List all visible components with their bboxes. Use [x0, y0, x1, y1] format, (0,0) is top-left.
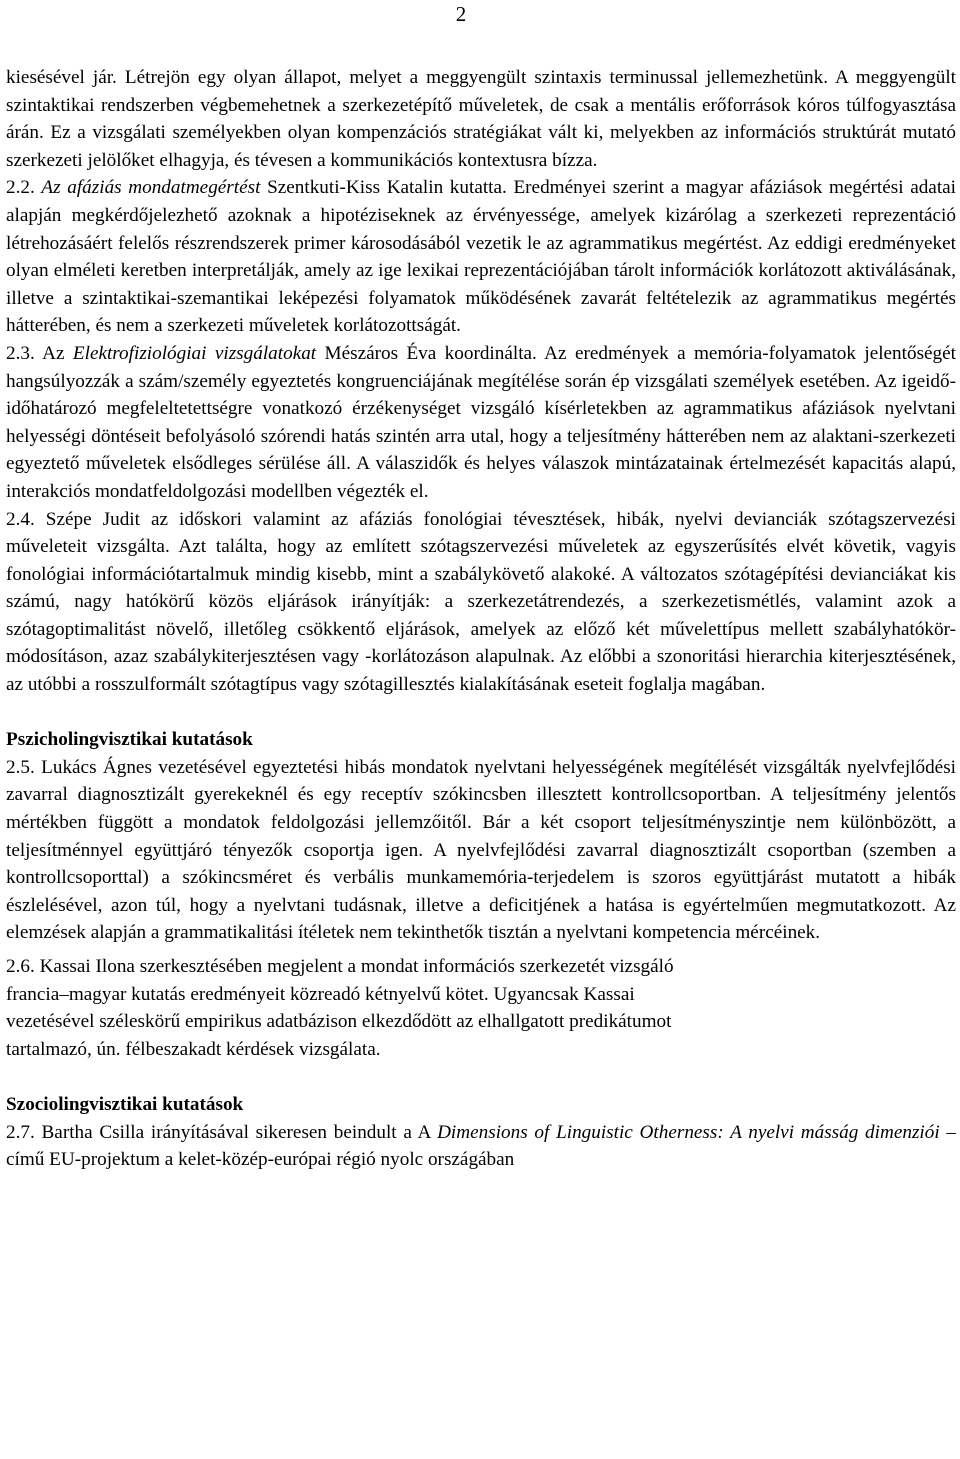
- heading-psycholinguistics: Pszicholingvisztikai kutatások: [6, 729, 253, 751]
- paragraph-body: Szentkuti-Kiss Katalin kutatta. Eredményei szerint a magyar afáziások megértési adatai alapján megkérdőjelezhető azoknak a hipotéziseknek az érvényessége, amelyek kizárólag a szerkezeti reprezentáció létrehozásáért felelős részrendszerek primer károsodásából vezetik le az agrammatikus megértést. Az eddigi eredményeket olyan elméleti keretben interpretálják, amely az ige lexikai reprezentációjában tárolt információk korlátozott aktiválásának, illetve a szintaktikai-szemantikai leképezési folyamatok működésének zavarát feltételezik az agrammatikus megértés hátterében, és nem a szerkezeti műveletek korlátozottságát.: [6, 177, 956, 337]
- document-body: [6, 64, 956, 1174]
- project-title-italic: Dimensions of Linguistic Otherness: A nyelvi másság dimenziói: [437, 1121, 940, 1143]
- paragraph-body: 2.7. Bartha Csilla irányításával sikeresen beindult a A: [6, 1121, 431, 1143]
- section-title-italic: Az afáziás mondatmegértést: [41, 177, 261, 199]
- paragraph-intro-text: kiesésével jár. Létrejön egy olyan állapot, melyet a meggyengült szintaxis terminussal jellemezhetünk. A meggyengült szintaktikai rendszerben végbemehetnek a szerkezetépítő műveletek, de csak a mentális erőforrások kóros túlfogyasztása árán. Ez a vizsgálati személyekben olyan kompenzációs stratégiákat vált ki, melyekben az információs struktúrát mutató szerkezeti jelölőket elhagyja, és tévesen a kommunikációs kontextusra bízza.: [6, 67, 956, 171]
- section-title-italic: Elektrofiziológiai vizsgálatokat: [72, 342, 317, 364]
- paragraph-line: francia–magyar kutatás eredményeit közreadó kétnyelvű kötet. Ugyancsak Kassai: [6, 983, 635, 1005]
- title-prefix: Az: [42, 342, 65, 364]
- paragraph-2-6: [6, 953, 956, 1063]
- paragraph-line: vezetésével széleskörű empirikus adatbázison elkezdődött az elhallgatott predikátumot: [6, 1011, 672, 1033]
- page-number: 2: [455, 2, 467, 26]
- paragraph-line: tartalmazó, ún. félbeszakadt kérdések vizsgálata.: [6, 1038, 381, 1060]
- section-number: 2.3.: [6, 342, 35, 364]
- paragraph-2-2: [6, 174, 956, 340]
- paragraph-body: Mészáros Éva koordinálta. Az eredmények a memória-folyamatok jelentőségét hangsúlyozzák a szám/személy egyeztetés kongruenciájának megítélése során ép vizsgálati személyek esetében. Az igeidő-időhatározó megfeleltetettségre vonatkozó érzékenységet vizsgáló kísérletekben az agrammatikus afáziások nyelvtani helyességi döntéseit befolyásoló szórendi hatás szintén arra utal, hogy a teljesítmény hátterében nem az alaktani-szerkezeti egyeztető műveletek elsődleges sérülése áll. A válaszidők és helyes válaszok mintázatainak értelmezését kapacitás alapú, interakciós mondatfeldolgozási modellben végezték el.: [6, 342, 956, 502]
- paragraph-2-4: 2.4. Szépe Judit az időskori valamint az afáziás fonológiai tévesztések, hibák, nyelvi devianciák szótagszervezési műveleteit vizsgálta. Azt találta, hogy az említett szótagszervezési műveletek az egyszerűsítés elvét követik, vagyis fonológiai információtartalmuk mindig kisebb, mint a szabálykövető alakoké. A változatos szótagépítési devianciákat kis számú, nagy hatókörű közös eljárások irányítják: a szerkezetátrendezés, a szerkezetismétlés, valamint azok a szótagoptimalitást növelő, illetőleg csökkentő eljárások, amelyek az előző két művelettípus mellett szabályhatókör-módosításon, azaz szabálykiterjesztésen vagy -korlátozáson alapulnak. Az előbbi a szonoritási hierarchia kiterjesztésének, az utóbbi a rosszulformált szótagtípus vagy szótagillesztés kialakításának eseteit foglalja magában.: [6, 508, 956, 696]
- heading-sociolinguistics: Szociolingvisztikai kutatások: [6, 1093, 244, 1115]
- paragraph-body: – című EU-projektum a kelet-közép-európai régió nyolc országában: [6, 1121, 956, 1171]
- paragraph-2-3: [6, 340, 956, 506]
- section-number: 2.2.: [6, 177, 35, 199]
- paragraph-intro: [6, 64, 956, 174]
- paragraph-line: 2.6. Kassai Ilona szerkesztésében megjelent a mondat információs szerkezetét vizsgáló: [6, 956, 674, 977]
- paragraph-2-5: 2.5. Lukács Ágnes vezetésével egyeztetési hibás mondatok nyelvtani helyességének megítélését vizsgálták nyelvfejlődési zavarral diagnosztizált gyerekeknél és egy receptív szókincsben illesztett kontrollcsoportban. A teljesítmény jelentős mértékben függött a mondatok feldolgozási jellemzőitől. Bár a két csoport teljesítményszintje nem különbözött, a teljesítménnyel együttjáró tényezők csoportja igen. A nyelvfejlődési zavarral diagnosztizált csoportban (szemben a kontrollcsoporttal) a szókincsméret és verbális munkamemória-terjedelem is szoros együttjárást mutatott a hibák észlelésével, azon túl, hogy a nyelvtani tudásnak, illetve a deficitjének a hatása is egyértelműen megmutatkozott. Az elemzések alapján a grammatikalitási ítéletek nem tekinthetők tisztán a nyelvtani kompetencia mércéinek.: [6, 756, 956, 944]
- paragraph-2-7: [6, 1119, 956, 1174]
